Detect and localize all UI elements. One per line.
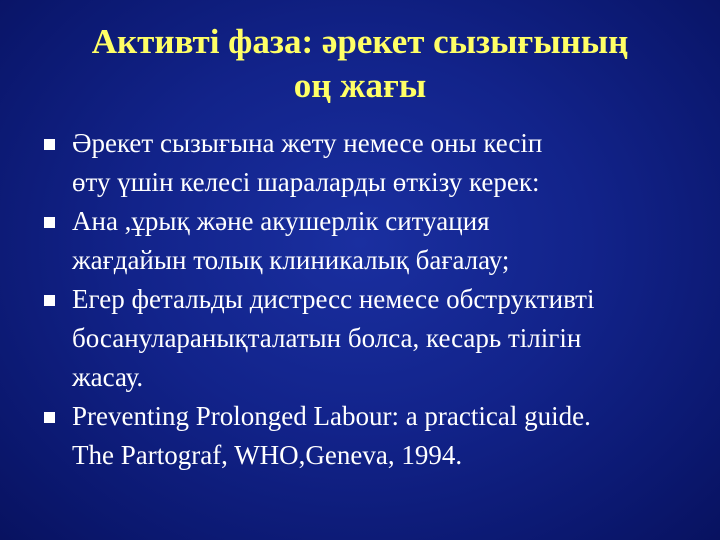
slide-title-line: Активті фаза: әрекет сызығының (91, 22, 629, 61)
square-bullet-icon (44, 412, 55, 423)
square-bullet-icon (44, 217, 55, 228)
bullet-text-line: жағдайын толық клиникалық бағалау; (72, 245, 510, 275)
bullet-item (44, 202, 694, 280)
slide-title (20, 20, 700, 108)
bullet-text-line: Ана ,ұрық және акушерлік ситуация (72, 206, 490, 236)
bullet-text-line: Егер фетальды дистресс немесе обструктивті (72, 284, 595, 314)
bullet-item (44, 124, 694, 202)
bullet-text-line: өту үшін келесі шараларды өткізу керек: (72, 167, 540, 197)
bullet-item (44, 280, 694, 397)
bullet-text-line: босануларанықталатын болса, кесарь тілігін (72, 323, 582, 353)
bullet-list (44, 124, 694, 475)
bullet-text-line: The Partograf, WHO,Geneva, 1994. (72, 440, 463, 470)
bullet-item (44, 397, 694, 475)
square-bullet-icon (44, 139, 55, 150)
square-bullet-icon (44, 295, 55, 306)
bullet-text-line: Preventing Prolonged Labour: a practical guide. (72, 401, 591, 431)
slide-title-line: оң жағы (293, 66, 427, 105)
bullet-text-line: жасау. (72, 362, 144, 392)
bullet-text-line: Әрекет сызығына жету немесе оны кесіп (72, 128, 543, 158)
